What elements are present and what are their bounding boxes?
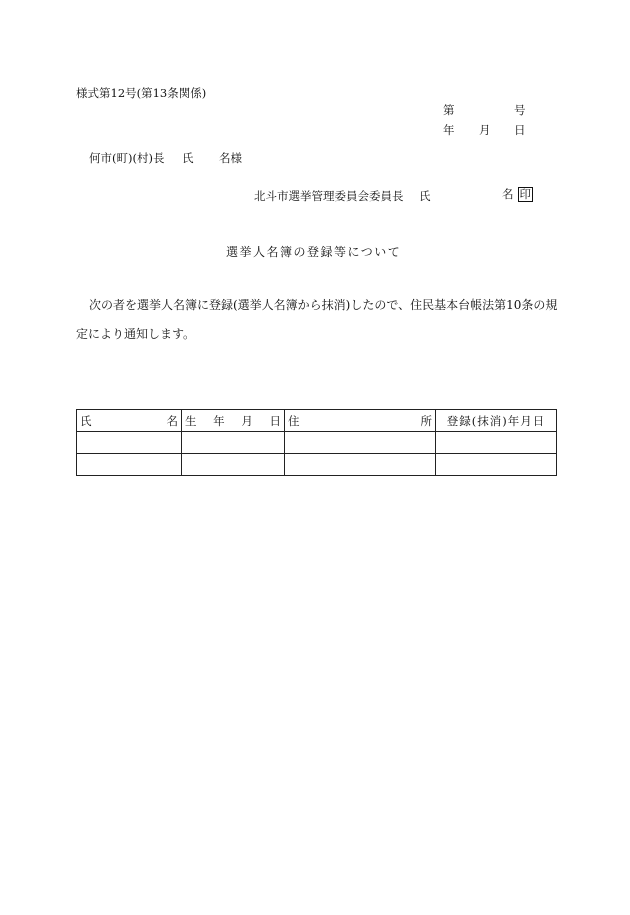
sender-title: 北斗市選挙管理委員会委員長 bbox=[254, 189, 404, 203]
subject-title: 選挙人名簿の登録等について bbox=[226, 245, 402, 259]
header-registration-label: 登録(抹消)年月日 bbox=[446, 413, 546, 428]
header-address-sho: 所 bbox=[420, 413, 432, 428]
header-name bbox=[77, 410, 182, 432]
header-name-mei: 名 bbox=[166, 413, 178, 428]
body-line-2: 定により通知します。 bbox=[76, 327, 196, 341]
addressee-shi: 氏 bbox=[182, 151, 194, 165]
sender-signature bbox=[502, 187, 533, 202]
header-birth-sei: 生 bbox=[185, 413, 197, 428]
cell-registration[interactable] bbox=[436, 432, 557, 454]
date-month: 月 bbox=[479, 123, 491, 137]
addressee-mei-sama: 名様 bbox=[219, 151, 242, 165]
doc-number-go: 号 bbox=[514, 103, 526, 117]
header-address bbox=[285, 410, 436, 432]
header-address-ju: 住 bbox=[288, 413, 300, 428]
table-header-row bbox=[77, 410, 557, 432]
header-birth bbox=[182, 410, 285, 432]
cell-registration[interactable] bbox=[436, 454, 557, 476]
cell-birth[interactable] bbox=[182, 432, 285, 454]
cell-address[interactable] bbox=[285, 454, 436, 476]
header-name-shi: 氏 bbox=[80, 413, 92, 428]
seal-mark: 印 bbox=[519, 187, 531, 201]
date-day: 日 bbox=[514, 123, 526, 137]
cell-name[interactable] bbox=[77, 432, 182, 454]
header-registration bbox=[436, 410, 557, 432]
date-year: 年 bbox=[443, 123, 455, 137]
cell-name[interactable] bbox=[77, 454, 182, 476]
addressee-prefix: 何市(町)(村)長 bbox=[89, 151, 165, 165]
header-birth-tsuki: 月 bbox=[241, 413, 253, 428]
doc-number-dai: 第 bbox=[443, 103, 455, 117]
cell-address[interactable] bbox=[285, 432, 436, 454]
table-row bbox=[77, 454, 557, 476]
sender-mei: 名 bbox=[502, 187, 514, 201]
body-line-1: 次の者を選挙人名簿に登録(選挙人名簿から抹消)したので、住民基本台帳法第10条の規 bbox=[89, 298, 558, 312]
header-birth-nen: 年 bbox=[213, 413, 225, 428]
table-row bbox=[77, 432, 557, 454]
cell-birth[interactable] bbox=[182, 454, 285, 476]
header-birth-hi: 日 bbox=[269, 413, 281, 428]
sender-shi: 氏 bbox=[419, 189, 431, 203]
roster-table bbox=[76, 409, 557, 476]
form-label: 様式第12号(第13条関係) bbox=[76, 86, 207, 100]
